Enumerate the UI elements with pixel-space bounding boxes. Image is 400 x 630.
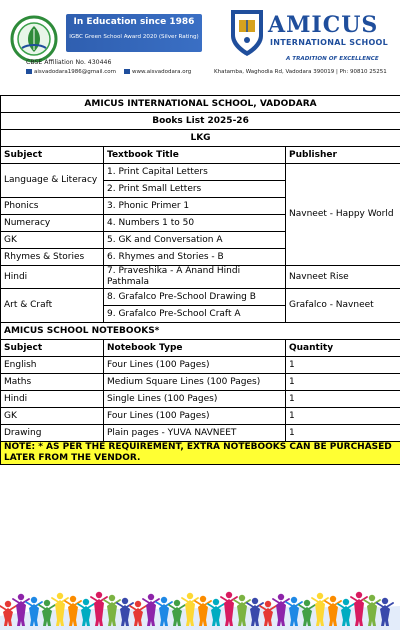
table-title: AMICUS INTERNATIONAL SCHOOL, VADODARA <box>1 96 400 113</box>
notebooks-title: AMICUS SCHOOL NOTEBOOKS* <box>1 323 400 340</box>
book-subject: Phonics <box>1 198 104 215</box>
book-title: 1. Print Capital Letters <box>104 164 286 181</box>
notebook-subject: English <box>1 357 104 374</box>
book-publisher: Navneet - Happy World <box>286 164 400 266</box>
notebook-subject: Maths <box>1 374 104 391</box>
book-subject: GK <box>1 232 104 249</box>
school-name: AMICUS <box>268 12 379 38</box>
header-notebook-type: Notebook Type <box>104 340 286 357</box>
book-header-row <box>1 147 400 164</box>
book-title: 8. Grafalco Pre-School Drawing B <box>104 289 286 306</box>
web-icon <box>124 69 130 74</box>
notebook-type: Four Lines (100 Pages) <box>104 408 286 425</box>
amicus-emblem-icon <box>227 6 267 58</box>
email-icon <box>26 69 32 74</box>
tagline-banner <box>66 14 202 52</box>
letterhead <box>0 0 400 86</box>
books-list-table <box>0 95 400 465</box>
cbse-affiliation: CBSE Affiliation No. 430446 <box>26 59 112 66</box>
tagline-text: In Education since 1986 <box>73 17 195 27</box>
notebook-qty: 1 <box>286 425 400 442</box>
grade-row <box>1 130 400 147</box>
table-row <box>1 357 400 374</box>
notebook-qty: 1 <box>286 408 400 425</box>
notebook-qty: 1 <box>286 391 400 408</box>
book-title: 3. Phonic Primer 1 <box>104 198 286 215</box>
contact-line <box>26 69 191 75</box>
address-text: Khatamba, Waghodia Rd, Vadodara 390019 | Ph: 90810 25251 <box>214 69 387 75</box>
notebook-type: Single Lines (100 Pages) <box>104 391 286 408</box>
book-publisher: Navneet Rise <box>286 266 400 289</box>
book-title: 6. Rhymes and Stories - B <box>104 249 286 266</box>
school-subtitle: INTERNATIONAL SCHOOL <box>270 38 389 47</box>
book-title: 4. Numbers 1 to 50 <box>104 215 286 232</box>
award-text: IGBC Green School Award 2020 (Silver Rating) <box>69 34 199 40</box>
notebook-subject: Hindi <box>1 391 104 408</box>
note-row <box>1 442 400 465</box>
header-publisher: Publisher <box>286 147 400 164</box>
book-title: 5. GK and Conversation A <box>104 232 286 249</box>
notebook-qty: 1 <box>286 357 400 374</box>
header-quantity: Quantity <box>286 340 400 357</box>
table-row <box>1 289 400 306</box>
notebook-qty: 1 <box>286 374 400 391</box>
school-motto: A TRADITION OF EXCELLENCE <box>286 56 379 62</box>
table-row <box>1 391 400 408</box>
book-title: 9. Grafalco Pre-School Craft A <box>104 306 286 323</box>
header-subject: Subject <box>1 147 104 164</box>
notebook-type: Four Lines (100 Pages) <box>104 357 286 374</box>
table-subtitle-row <box>1 113 400 130</box>
table-title-row <box>1 96 400 113</box>
book-publisher: Grafalco - Navneet <box>286 289 400 323</box>
grade-label: LKG <box>1 130 400 147</box>
book-subject: Language & Literacy <box>1 164 104 198</box>
book-subject: Rhymes & Stories <box>1 249 104 266</box>
notebook-type: Plain pages - YUVA NAVNEET <box>104 425 286 442</box>
notebook-subject: Drawing <box>1 425 104 442</box>
header-subject: Subject <box>1 340 104 357</box>
table-subtitle: Books List 2025-26 <box>1 113 400 130</box>
notebook-note: NOTE: * AS PER THE REQUIREMENT, EXTRA NOTEBOOKS CAN BE PURCHASED LATER FROM THE VENDOR. <box>1 442 400 465</box>
table-row <box>1 164 400 181</box>
notebooks-title-row <box>1 323 400 340</box>
notebook-subject: GK <box>1 408 104 425</box>
header-textbook-title: Textbook Title <box>104 147 286 164</box>
book-subject: Hindi <box>1 266 104 289</box>
table-row <box>1 266 400 289</box>
notebook-type: Medium Square Lines (100 Pages) <box>104 374 286 391</box>
table-row <box>1 425 400 442</box>
school-logo-icon <box>4 14 64 64</box>
book-subject: Numeracy <box>1 215 104 232</box>
book-title: 2. Print Small Letters <box>104 181 286 198</box>
book-subject: Art & Craft <box>1 289 104 323</box>
notebook-header-row <box>1 340 400 357</box>
email-text: aisvadodara1986@gmail.com <box>34 69 117 75</box>
children-figures-decoration <box>0 568 400 630</box>
table-row <box>1 408 400 425</box>
website-text: www.aisvadodara.org <box>132 69 192 75</box>
table-row <box>1 374 400 391</box>
book-title: 7. Praveshika - A Anand Hindi Pathmala <box>104 266 286 289</box>
